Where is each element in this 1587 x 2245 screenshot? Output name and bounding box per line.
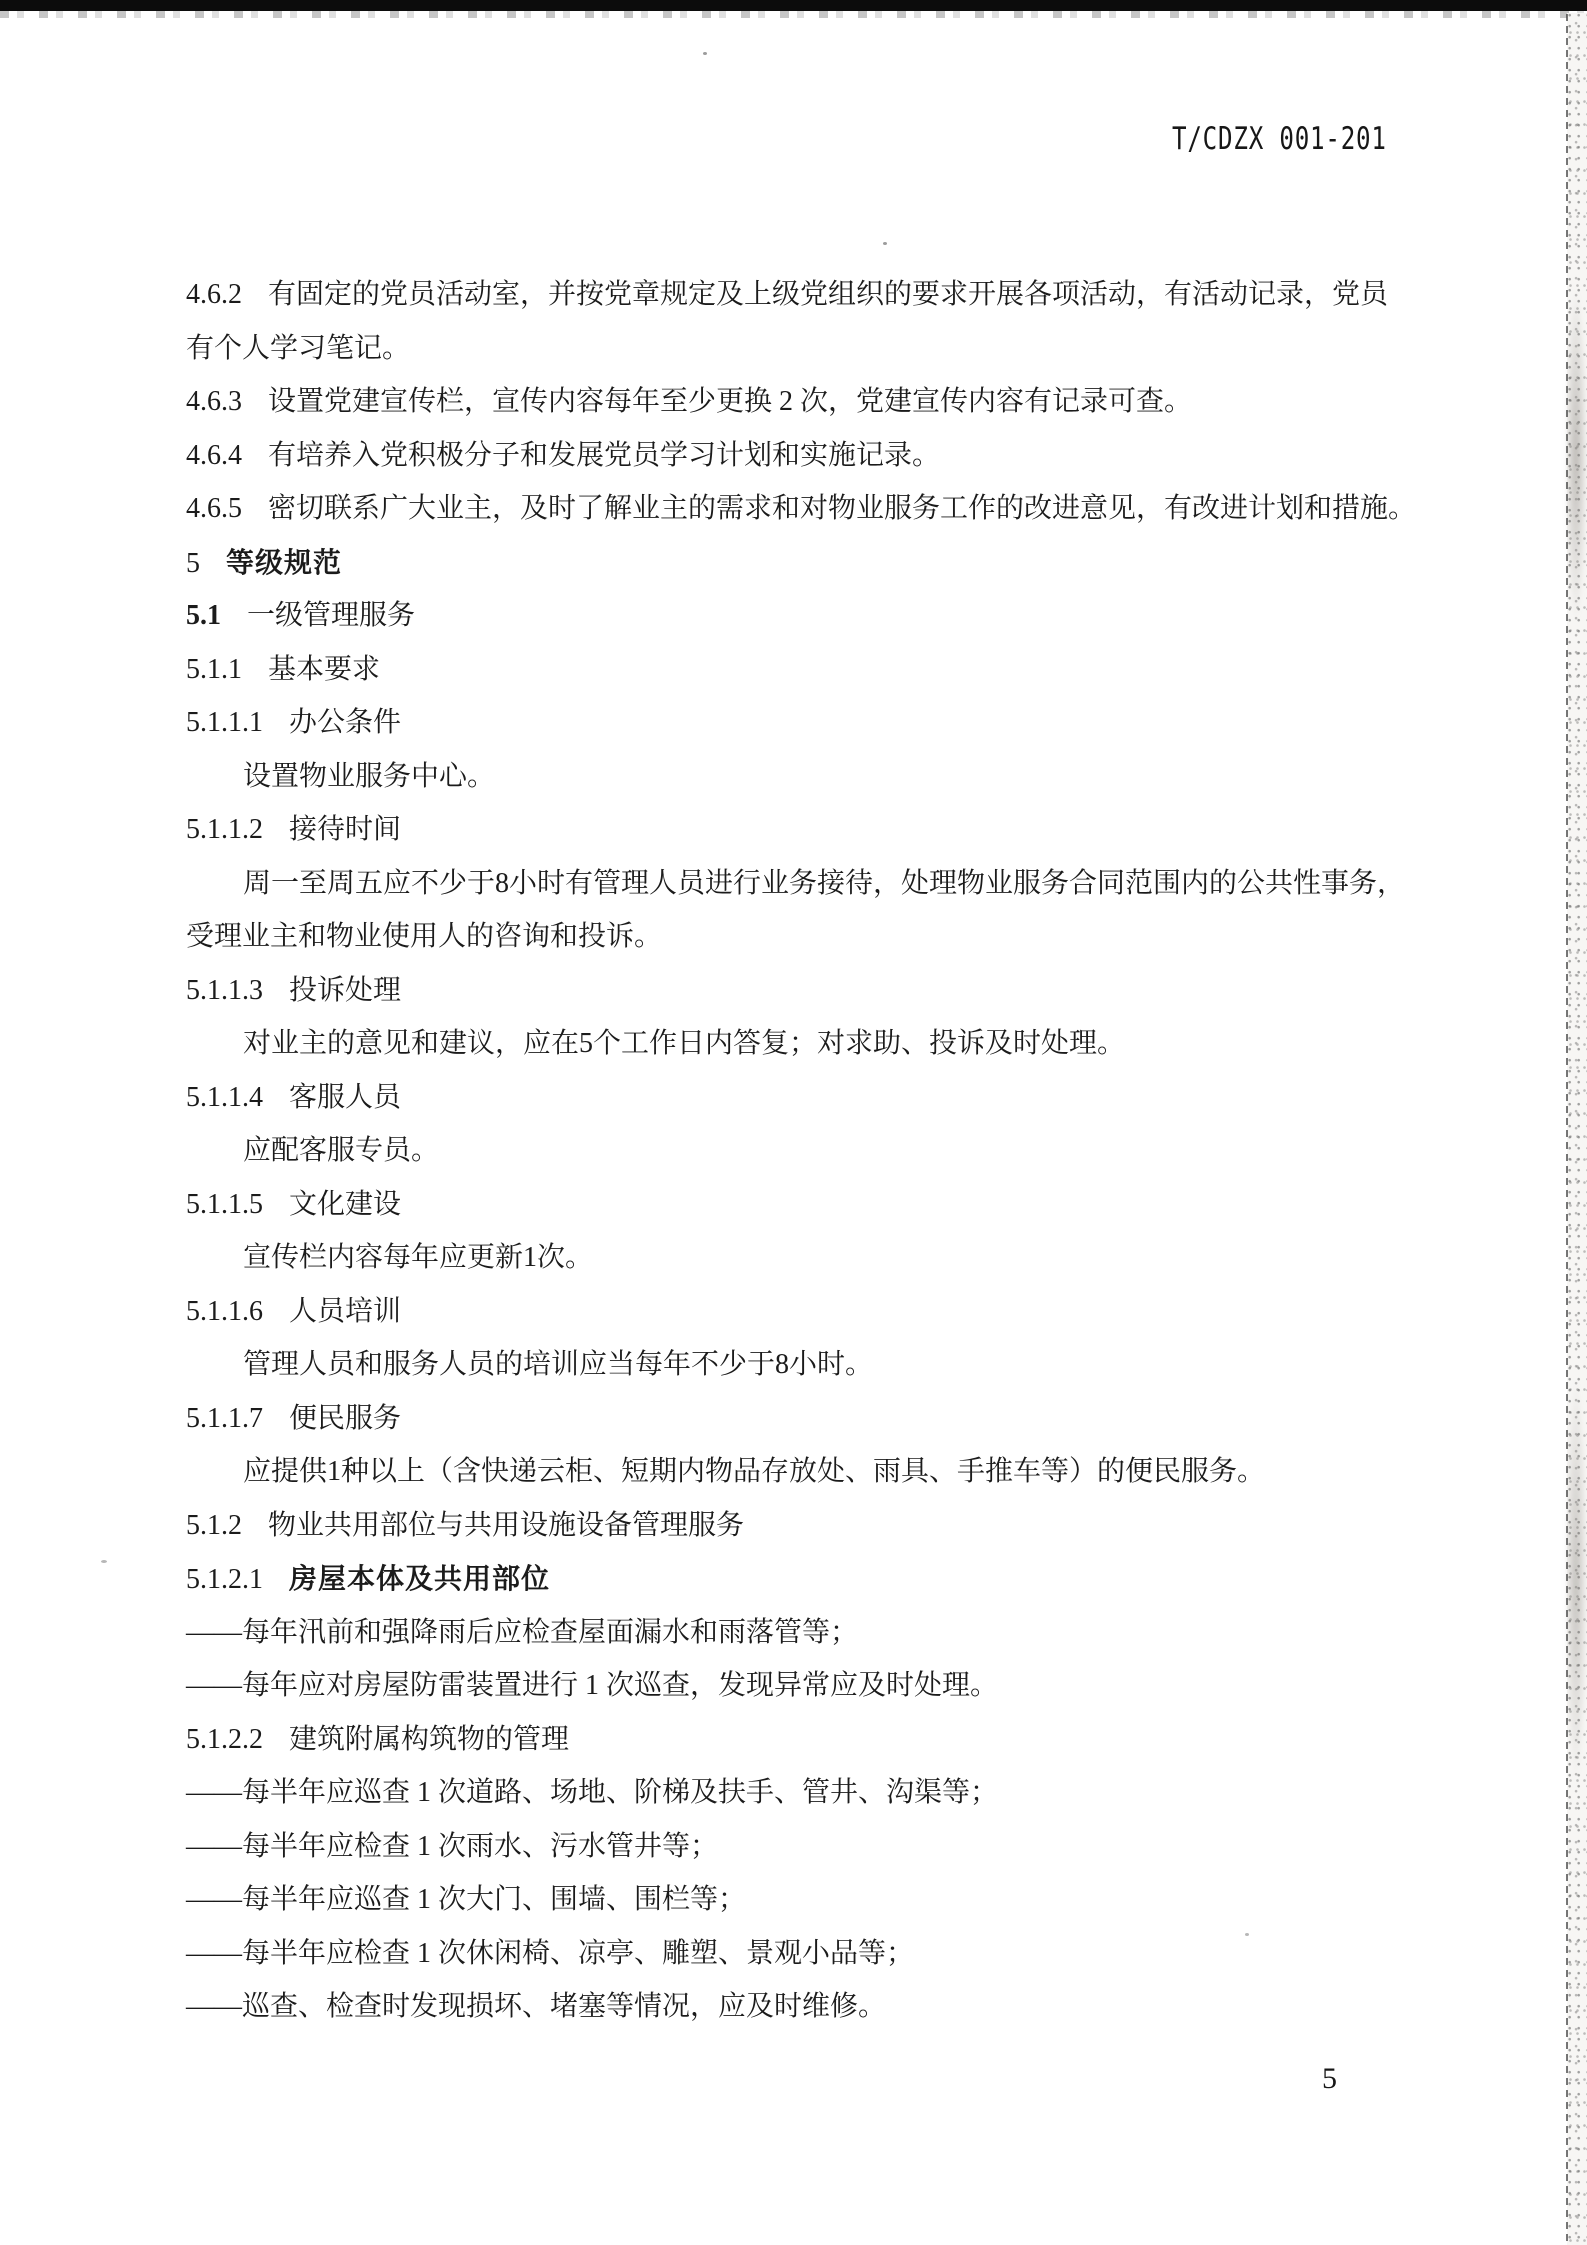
clause-number: 4.6.2 xyxy=(186,279,242,310)
doc-line xyxy=(186,1873,1446,1927)
line-text: ——每半年应检查 1 次雨水、污水管井等； xyxy=(186,1830,719,1862)
line-text: 一级管理服务 xyxy=(247,600,416,631)
clause-number: 5.1.1.1 xyxy=(186,707,263,738)
doc-line xyxy=(186,589,1446,643)
doc-line xyxy=(186,1552,1446,1606)
line-text: 等级规范 xyxy=(226,546,343,578)
line-text: 接待时间 xyxy=(289,814,402,845)
line-text: 房屋本体及共用部位 xyxy=(289,1563,551,1594)
doc-line xyxy=(186,1927,1446,1981)
line-text: 管理人员和服务人员的培训应当每年不少于8小时。 xyxy=(243,1349,874,1380)
doc-line xyxy=(186,1071,1446,1125)
doc-line xyxy=(186,750,1446,804)
doc-line xyxy=(186,1445,1446,1499)
clause-number: 5 xyxy=(186,547,200,579)
noise-speck xyxy=(101,1560,107,1563)
line-text: 应提供1种以上（含快递云柜、短期内物品存放处、雨具、手推车等）的便民服务。 xyxy=(243,1456,1266,1487)
doc-lines xyxy=(186,268,1446,2034)
line-text: 受理业主和物业使用人的咨询和投诉。 xyxy=(186,921,663,952)
doc-line xyxy=(186,910,1446,964)
doc-line xyxy=(186,322,1446,376)
doc-line xyxy=(186,696,1446,750)
line-text: ——每半年应检查 1 次休闲椅、凉亭、雕塑、景观小品等； xyxy=(186,1937,915,1969)
clause-number: 5.1.1.5 xyxy=(186,1188,263,1220)
doc-line xyxy=(186,1285,1446,1339)
line-text: 应配客服专员。 xyxy=(243,1135,440,1166)
standard-code-header: T/CDZX 001-201 xyxy=(1172,121,1387,157)
line-text: ——巡查、检查时发现损坏、堵塞等情况，应及时维修。 xyxy=(186,1991,887,2022)
doc-line xyxy=(186,803,1446,857)
clause-number: 5.1.1 xyxy=(186,653,242,685)
line-text: 投诉处理 xyxy=(289,974,402,1006)
doc-line xyxy=(186,1499,1446,1553)
noise-speck xyxy=(883,242,887,245)
doc-line xyxy=(186,375,1446,429)
clause-number: 5.1.1.6 xyxy=(186,1295,263,1327)
line-text: 物业共用部位与共用设施设备管理服务 xyxy=(268,1509,745,1541)
line-text: 宣传栏内容每年应更新1次。 xyxy=(243,1242,594,1273)
clause-number: 5.1.2.2 xyxy=(186,1723,263,1755)
scan-artifact-blob xyxy=(1565,1380,1587,1780)
page-number: 5 xyxy=(1322,2062,1337,2095)
doc-line xyxy=(186,1766,1446,1820)
doc-line xyxy=(186,1606,1446,1660)
doc-line xyxy=(186,1124,1446,1178)
line-text: 文化建设 xyxy=(289,1188,402,1220)
line-text: 便民服务 xyxy=(289,1402,402,1434)
line-text: ——每年应对房屋防雷装置进行 1 次巡查，发现异常应及时处理。 xyxy=(186,1670,999,1701)
clause-number: 4.6.3 xyxy=(186,386,242,417)
doc-line xyxy=(186,1017,1446,1071)
line-text: 设置党建宣传栏，宣传内容每年至少更换 2 次，党建宣传内容有记录可查。 xyxy=(268,386,1193,417)
doc-line xyxy=(186,536,1446,590)
doc-line xyxy=(186,857,1446,911)
line-text: ——每半年应巡查 1 次大门、围墙、围栏等； xyxy=(186,1884,747,1915)
line-text: ——每半年应巡查 1 次道路、场地、阶梯及扶手、管井、沟渠等； xyxy=(186,1777,999,1808)
doc-line xyxy=(186,1820,1446,1874)
line-text: 有培养入党积极分子和发展党员学习计划和实施记录。 xyxy=(268,439,941,471)
line-text: 对业主的意见和建议，应在5个工作日内答复；对求助、投诉及时处理。 xyxy=(243,1028,1126,1059)
line-text: 周一至周五应不少于8小时有管理人员进行业务接待，处理物业服务合同范围内的公共性事务， xyxy=(243,867,1406,899)
scan-artifact-top-fringe xyxy=(0,11,1587,18)
clause-number: 5.1.1.7 xyxy=(186,1402,263,1434)
noise-speck xyxy=(703,52,707,55)
clause-number: 5.1.2.1 xyxy=(186,1564,263,1595)
doc-line xyxy=(186,643,1446,697)
line-text: 建筑附属构筑物的管理 xyxy=(289,1723,570,1755)
line-text: 人员培训 xyxy=(289,1295,402,1327)
scan-artifact-blob xyxy=(1565,290,1587,620)
doc-line xyxy=(186,1713,1446,1767)
doc-line xyxy=(186,1659,1446,1713)
doc-line xyxy=(186,482,1446,536)
line-text: 设置物业服务中心。 xyxy=(243,760,496,792)
clause-number: 5.1 xyxy=(186,600,221,631)
doc-line xyxy=(186,1338,1446,1392)
line-text: 客服人员 xyxy=(289,1081,402,1113)
doc-line xyxy=(186,1392,1446,1446)
clause-number: 5.1.1.2 xyxy=(186,814,263,845)
doc-line xyxy=(186,429,1446,483)
clause-number: 4.6.4 xyxy=(186,439,242,471)
line-text: 密切联系广大业主，及时了解业主的需求和对物业服务工作的改进意见，有改进计划和措施。 xyxy=(268,493,1417,524)
doc-line xyxy=(186,1980,1446,2034)
line-text: ——每年汛前和强降雨后应检查屋面漏水和雨落管等； xyxy=(186,1616,859,1648)
scan-artifact-top-bar xyxy=(0,0,1587,11)
clause-number: 4.6.5 xyxy=(186,493,242,524)
line-text: 基本要求 xyxy=(268,653,381,685)
line-text: 有个人学习笔记。 xyxy=(186,332,411,364)
line-text: 办公条件 xyxy=(289,707,402,738)
line-text: 有固定的党员活动室，并按党章规定及上级党组织的要求开展各项活动，有活动记录，党员 xyxy=(268,279,1389,310)
doc-line xyxy=(186,964,1446,1018)
clause-number: 5.1.1.4 xyxy=(186,1081,263,1113)
clause-number: 5.1.2 xyxy=(186,1509,242,1541)
clause-number: 5.1.1.3 xyxy=(186,974,263,1006)
doc-line xyxy=(186,268,1446,322)
scan-artifact-edge-line xyxy=(1566,14,1568,2245)
doc-line xyxy=(186,1178,1446,1232)
doc-line xyxy=(186,1231,1446,1285)
